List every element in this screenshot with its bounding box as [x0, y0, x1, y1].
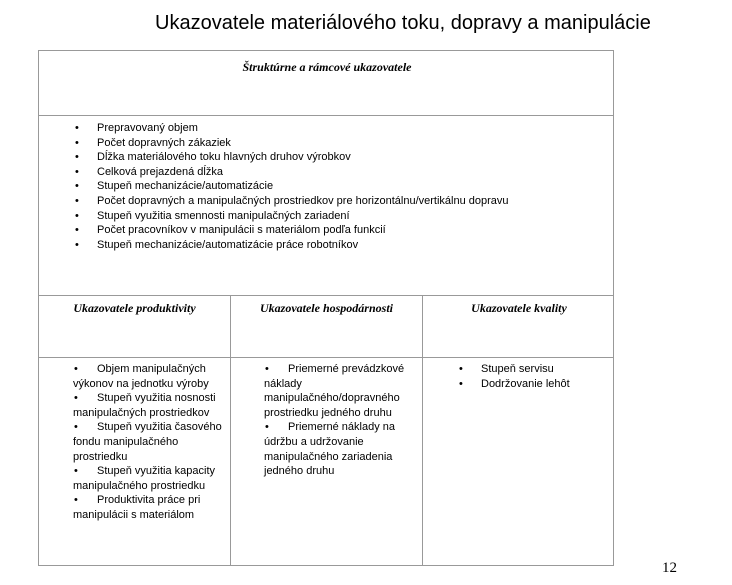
list-item: • Počet dopravných zákaziek — [39, 136, 615, 151]
list-item: • Priemerné prevádzkové náklady manipulačného/dopravného prostriedku jedného druhu — [264, 362, 416, 420]
list-item: • Prepravovaný objem — [39, 121, 615, 136]
list-item: • Objem manipulačných výkonov na jednotku výroby — [73, 362, 233, 391]
list-item: • Dĺžka materiálového toku hlavných druhov výrobkov — [39, 150, 615, 165]
quality-heading: Ukazovatele kvality — [471, 301, 567, 315]
list-item: • Stupeň mechanizácie/automatizácie — [39, 179, 615, 194]
slide-title: Ukazovatele materiálového toku, dopravy a manipulácie — [155, 12, 651, 34]
list-item: • Stupeň servisu — [457, 362, 607, 377]
structural-heading: Štruktúrne a rámcové ukazovatele — [242, 60, 412, 74]
column-divider — [422, 295, 423, 565]
economy-list-cell — [264, 362, 416, 479]
productivity-list — [73, 362, 233, 523]
economy-heading: Ukazovatele hospodárnosti — [259, 301, 393, 315]
list-item: • Počet dopravných a manipulačných prostriedkov pre horizontálnu/vertikálnu dopravu — [39, 194, 615, 209]
list-item: • Priemerné náklady na údržbu a udržovanie manipulačného zariadenia jedného druhu — [264, 420, 416, 478]
economy-list — [264, 362, 416, 479]
quality-list-cell — [457, 362, 607, 391]
list-item: • Stupeň využitia časového fondu manipulačného prostriedku — [73, 420, 233, 464]
row-divider — [39, 115, 613, 116]
list-item: • Celková prejazdená dĺžka — [39, 165, 615, 180]
row-divider — [39, 295, 613, 296]
list-item: • Stupeň mechanizácie/automatizácie práce robotníkov — [39, 238, 615, 253]
list-item: • Dodržovanie lehôt — [457, 377, 607, 392]
structural-list-cell — [39, 121, 615, 252]
list-item: • Počet pracovníkov v manipulácii s materiálom podľa funkcií — [39, 223, 615, 238]
indicators-table — [38, 50, 614, 566]
page-number: 12 — [662, 560, 677, 576]
productivity-list-cell — [73, 362, 233, 523]
list-item: • Stupeň využitia smennosti manipulačných zariadení — [39, 209, 615, 224]
quality-list — [457, 362, 607, 391]
list-item: • Stupeň využitia kapacity manipulačného prostriedku — [73, 464, 233, 493]
row-divider — [39, 357, 613, 358]
list-item: • Produktivita práce pri manipulácii s materiálom — [73, 493, 233, 522]
list-item: • Stupeň využitia nosnosti manipulačných prostriedkov — [73, 391, 233, 420]
structural-list — [39, 121, 615, 252]
productivity-heading: Ukazovatele produktivity — [73, 301, 196, 315]
